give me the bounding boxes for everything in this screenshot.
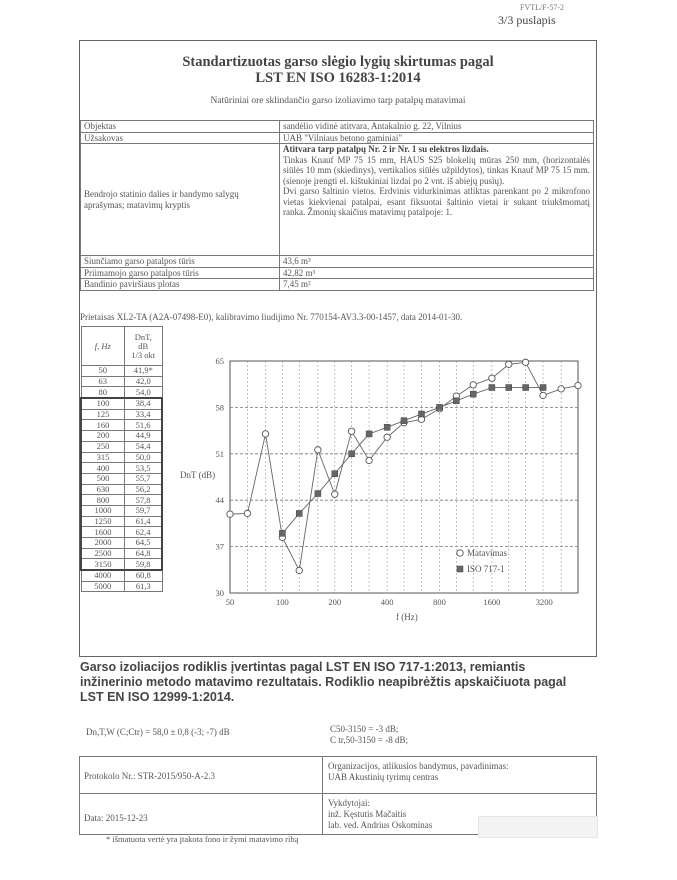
frequency-cell: 2500 xyxy=(81,548,125,559)
receive-volume-label: Priimamojo garso patalpos tūris xyxy=(81,267,280,279)
frequency-cell: 250 xyxy=(81,441,125,452)
y-tick-label: 58 xyxy=(215,402,224,413)
frequency-cell: 500 xyxy=(81,473,125,484)
rating-formula: Dn,T,W (C;Ctr) = 58,0 ± 0,8 (-3; -7) dB xyxy=(86,727,230,737)
frequency-cell: 800 xyxy=(81,495,125,506)
frequency-cell: 315 xyxy=(81,452,125,463)
dnt-cell: 60,8 xyxy=(125,570,163,581)
frequency-cell: 1250 xyxy=(81,516,125,527)
iso-reference-point xyxy=(349,451,355,457)
col-dnt-header xyxy=(125,327,163,366)
dnt-cell: 41,9* xyxy=(125,366,163,377)
frequency-cell: 5000 xyxy=(81,581,125,592)
device-line: Prietaisas XL2-TA (A2A-07498-E0), kalibravimo liudijimo Nr. 770154-AV3.3-00-1457, data 2014-01-30. xyxy=(80,312,463,322)
table-row xyxy=(81,516,162,527)
c-spectrum-2: C tr,50-3150 = -8 dB; xyxy=(330,735,408,745)
table-row xyxy=(81,366,162,377)
table-row xyxy=(81,570,162,581)
frequency-cell: 1600 xyxy=(81,527,125,538)
dnt-cell: 64,8 xyxy=(125,548,163,559)
legend-iso-label: ISO 717-1 xyxy=(467,564,505,574)
stamp-watermark xyxy=(478,816,598,838)
measured-point xyxy=(332,491,338,497)
x-tick-label: 3200 xyxy=(535,597,553,607)
dnt-cell: 44,9 xyxy=(125,431,163,442)
measured-point xyxy=(296,567,302,573)
measured-point xyxy=(506,361,512,367)
iso-reference-point xyxy=(540,385,546,391)
sample-area-value: 7,45 m² xyxy=(280,279,594,291)
x-tick-label: 50 xyxy=(225,597,235,607)
iso-reference-point xyxy=(470,391,476,397)
table-row xyxy=(81,559,162,570)
iso-reference-point xyxy=(332,471,338,477)
dnt-cell: 64,5 xyxy=(125,538,163,549)
page-number: 3/3 puslapis xyxy=(498,13,556,27)
objektas-value: sandėlio vidinė atitvara, Antakalnio g. 22, Vilnius xyxy=(280,121,594,133)
protocol-number: Protokolo Nr.: STR-2015/950-A-2.3 xyxy=(84,771,216,781)
table-row xyxy=(81,398,162,409)
executor-2: lab. ved. Andrius Oskominas xyxy=(328,820,433,830)
frequency-cell: 160 xyxy=(81,420,125,431)
dnt-cell: 61,3 xyxy=(125,581,163,592)
description-paragraph-1: Tinkas Knauf MP 75 15 mm, HAUS S25 blokelių mūras 250 mm, (horizontalės siūlės 10 mm (skiedinys), vertikalios siūlės užpildytos), tinkas Knauf MP 75 15 mm. (sienoje įrengti el. kištukiniai lizdai po 2 vnt. iš abiejų pusių). xyxy=(283,154,590,186)
measured-point xyxy=(558,386,564,392)
c-spectrum-1: C50-3150 = -3 dB; xyxy=(330,724,399,734)
iso-reference-point xyxy=(437,404,443,410)
y-tick-label: 37 xyxy=(215,541,224,552)
send-volume-label: Siunčiamo garso patalpos tūris xyxy=(81,256,280,268)
x-tick-label: 800 xyxy=(433,597,446,607)
dnt-cell: 38,4 xyxy=(125,398,163,409)
chart-y-label: DnT (dB) xyxy=(180,470,216,480)
footnote: * išmatuota vertė yra įtakota fono ir žymi matavimo ribą xyxy=(106,834,299,844)
org-label: Organizacijos, atlikusios bandymus, pavadinimas: xyxy=(328,761,509,771)
x-tick-label: 100 xyxy=(276,597,289,607)
table-row xyxy=(81,505,162,516)
executor-1: inž. Kęstutis Mačaitis xyxy=(328,809,407,819)
table-row xyxy=(81,452,162,463)
legend-measured-label: Matavimas xyxy=(467,548,507,558)
col-frequency-header xyxy=(81,327,125,366)
dnt-cell: 55,7 xyxy=(125,473,163,484)
frequency-cell: 50 xyxy=(81,366,125,377)
table-row xyxy=(81,538,162,549)
measured-point xyxy=(262,431,268,437)
table-row xyxy=(81,431,162,442)
summary-text: Garso izoliacijos rodiklis įvertintas pagal LST EN ISO 717-1:2013, remiantis inžinerinio metodo matavimo rezultatais. Rodiklio neapibrėžtis apskaičiuota pagal LST EN ISO 12999-1:2014. xyxy=(80,660,567,704)
frequency-cell: 200 xyxy=(81,431,125,442)
dnt-cell: 51,6 xyxy=(125,420,163,431)
y-tick-label: 44 xyxy=(215,495,224,506)
table-row xyxy=(81,376,162,387)
col-dnt-header-line-3: 1/3 okt xyxy=(131,349,156,360)
col-dnt-header-line-2: dB xyxy=(138,340,149,351)
dnt-chart xyxy=(160,340,584,612)
send-volume-value: 43,6 m³ xyxy=(280,256,594,268)
legend-measured-marker xyxy=(457,550,463,556)
iso-reference-point xyxy=(506,385,512,391)
iso-reference-point xyxy=(366,431,372,437)
table-row xyxy=(81,387,162,398)
frequency-cell: 100 xyxy=(81,398,125,409)
iso-reference-point xyxy=(315,491,321,497)
report-title xyxy=(79,54,597,86)
x-tick-label: 1600 xyxy=(483,597,501,607)
frequency-cell: 3150 xyxy=(81,559,125,570)
measured-point xyxy=(227,511,233,517)
y-tick-label: 65 xyxy=(215,356,224,366)
x-tick-label: 200 xyxy=(328,597,342,607)
document-code: FVTL/F-57-2 xyxy=(520,3,564,12)
table-row xyxy=(81,581,162,592)
table-row xyxy=(81,441,162,452)
table-row xyxy=(81,495,162,506)
y-tick-label: 30 xyxy=(215,588,224,598)
measured-point xyxy=(348,428,354,434)
iso-reference-point xyxy=(418,411,424,417)
dnt-cell: 59,8 xyxy=(125,559,163,570)
iso-reference-point xyxy=(296,510,302,516)
objektas-label: Objektas xyxy=(81,121,280,133)
dnt-cell: 54,4 xyxy=(125,441,163,452)
table-row xyxy=(81,473,162,484)
uzsakovas-value: UAB "Vilniaus betono gaminiai" xyxy=(280,132,594,144)
table-row xyxy=(81,548,162,559)
title-line-1: Standartizuotas garso slėgio lygių skirtumas pagal xyxy=(182,54,494,70)
frequency-cell: 80 xyxy=(81,387,125,398)
dnt-cell: 50,0 xyxy=(125,452,163,463)
dnt-cell: 56,2 xyxy=(125,484,163,495)
col-dnt-header-line-1: DnT, xyxy=(134,331,152,342)
measured-point xyxy=(540,392,546,398)
table-row xyxy=(81,463,162,474)
report-subtitle: Natūriniai ore sklindančio garso izoliavimo tarp patalpų matavimai xyxy=(210,96,466,106)
iso-reference-point xyxy=(453,398,459,404)
frequency-table xyxy=(80,326,163,592)
col-frequency-header-text: f, Hz xyxy=(94,340,111,351)
measured-point xyxy=(470,382,476,388)
frequency-cell: 400 xyxy=(81,463,125,474)
frequency-cell: 4000 xyxy=(81,570,125,581)
iso-reference-point xyxy=(384,424,390,430)
dnt-cell: 61,4 xyxy=(125,516,163,527)
receive-volume-value: 42,82 m³ xyxy=(280,267,594,279)
executors-label: Vykdytojai: xyxy=(328,798,370,808)
x-tick-label: 400 xyxy=(380,597,394,607)
protocol-date: Data: 2015-12-23 xyxy=(84,813,148,823)
measured-point xyxy=(315,447,321,453)
description-title: Atitvara tarp patalpų Nr. 2 ir Nr. 1 su elektros lizdais. xyxy=(283,144,489,154)
title-line-2: LST EN ISO 16283-1:2014 xyxy=(255,70,421,86)
frequency-cell: 125 xyxy=(81,409,125,420)
table-row xyxy=(81,409,162,420)
iso-reference-point xyxy=(523,385,529,391)
iso-reference-point xyxy=(489,385,495,391)
legend-iso-marker xyxy=(457,566,463,572)
measured-point xyxy=(575,382,581,388)
table-row xyxy=(81,527,162,538)
description-label: Bendrojo statinio dalies ir bandymo salygų aprašymas; matavimų kryptis xyxy=(81,144,280,256)
measured-point xyxy=(522,359,528,365)
dnt-cell: 59,7 xyxy=(125,505,163,516)
frequency-cell: 2000 xyxy=(81,538,125,549)
frequency-cell: 630 xyxy=(81,484,125,495)
dnt-cell: 33,4 xyxy=(125,409,163,420)
sample-area-label: Bandinio paviršiaus plotas xyxy=(81,279,280,291)
y-tick-label: 51 xyxy=(215,448,224,459)
measured-point xyxy=(489,375,495,381)
frequency-cell: 63 xyxy=(81,376,125,387)
uzsakovas-label: Užsakovas xyxy=(81,132,280,144)
org-name: UAB Akustinių tyrimų centras xyxy=(328,772,439,782)
measured-point xyxy=(384,434,390,440)
iso-reference-point xyxy=(279,530,285,536)
measured-point xyxy=(366,457,372,463)
dnt-cell: 62,4 xyxy=(125,527,163,538)
info-table xyxy=(80,120,594,291)
table-row xyxy=(81,420,162,431)
signature-divider-v xyxy=(322,757,323,834)
signature-divider-h xyxy=(80,793,596,794)
dnt-cell: 54,0 xyxy=(125,387,163,398)
dnt-cell: 57,8 xyxy=(125,495,163,506)
description-value xyxy=(280,144,594,256)
frequency-cell: 1000 xyxy=(81,505,125,516)
dnt-cell: 42,0 xyxy=(125,376,163,387)
iso-reference-point xyxy=(401,418,407,424)
dnt-cell: 53,5 xyxy=(125,463,163,474)
description-paragraph-2: Dvi garso šaltinio vietos. Erdvinis vidurkinimas atliktas parenkant po 2 mikrofono vietas kiekvienai patalpai, esant fiksuotai šaltinio vietai ir sukant triukšmomatį ranka. Žmonių skaičius matavimų patalpoje: 1. xyxy=(283,186,590,217)
table-row xyxy=(81,484,162,495)
measured-point xyxy=(244,510,250,516)
chart-x-label: f (Hz) xyxy=(396,612,418,622)
